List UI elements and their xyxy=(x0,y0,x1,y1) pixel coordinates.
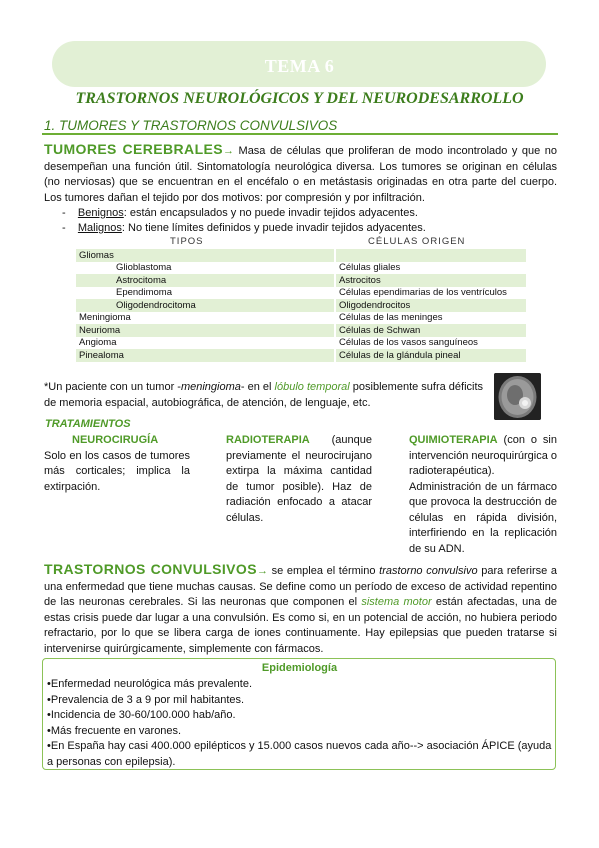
malignos-label: Malignos xyxy=(77,222,122,234)
neurocirugia-column xyxy=(44,433,190,495)
section-title: 1. TUMORES Y TRASTORNOS CONVULSIVOS xyxy=(44,118,338,133)
epidemiologia-title: Epidemiología xyxy=(261,662,338,674)
table-header-celulas: CÉLULAS ORIGEN xyxy=(368,236,466,247)
table-cell-celula: Células de las meninges xyxy=(339,312,443,324)
tratamientos-title: TRATAMIENTOS xyxy=(45,418,131,430)
bullet-icon: • xyxy=(47,693,51,706)
table-cell-celula: Oligodendrocitos xyxy=(335,299,526,312)
table-cell-tipo: Meningioma xyxy=(76,312,335,325)
table-cell-celula: Células de Schwan xyxy=(335,324,526,337)
paciente-note xyxy=(44,380,484,411)
neurocirugia-heading: NEUROCIRUGÍA xyxy=(72,434,159,446)
convulsivos-term: trastorno convulsivo xyxy=(379,565,478,577)
table-row xyxy=(76,299,526,312)
list-item-text: Enfermedad neurológica más prevalente. xyxy=(50,678,253,690)
list-item-text: Prevalencia de 3 a 9 por mil habitantes. xyxy=(50,693,245,706)
quimioterapia-text-2: Administración de un fármaco que provoca la destrucción de células en rápida división, interfiriendo en la replicación de su ADN. xyxy=(409,480,557,555)
bullet-icon: • xyxy=(47,740,51,752)
neurocirugia-text: Solo en los casos de tumores más corticales; implica la extirpación. xyxy=(44,449,190,493)
table-row xyxy=(76,349,526,362)
convulsivos-paragraph xyxy=(44,562,557,657)
table-cell-tipo: Neurioma xyxy=(76,324,335,337)
bullet-icon: • xyxy=(47,724,51,737)
benignos-label: Benignos xyxy=(77,207,124,219)
table-row xyxy=(76,274,526,287)
convulsivos-sistema-motor: sistema motor xyxy=(361,596,432,608)
table-cell-tipo: Astrocitoma xyxy=(76,274,335,287)
tumores-heading: TUMORES CEREBRALES xyxy=(44,141,224,157)
list-item-text: Incidencia de 30-60/100.000 hab/año. xyxy=(50,709,236,721)
table-row xyxy=(76,287,526,300)
table-cell-celula: Células gliales xyxy=(339,262,401,274)
arrow-right-icon: → xyxy=(256,565,268,577)
table-row xyxy=(76,262,526,275)
list-item xyxy=(47,724,552,740)
table-cell-tipo: Ependimoma xyxy=(76,287,335,300)
table-row xyxy=(76,324,526,337)
quimioterapia-text-1: (con o sin intervención neuroquirúrgica o radioterapéutica). xyxy=(409,434,557,477)
arrow-right-icon: → xyxy=(223,145,235,157)
brain-scan-image xyxy=(494,373,541,420)
radioterapia-text: (aunque previamente el neurocirujano extirpa la máxima cantidad de tumor posible). Haz de radiación enfocado a atacar células. xyxy=(226,434,372,524)
tumor-types-table xyxy=(76,249,526,362)
list-item-text: En España hay casi 400.000 epilépticos y 15.000 casos nuevos cada año--> asociación ÁPICE (ayuda a personas con epilepsia). xyxy=(47,740,552,768)
bullet-dash: - xyxy=(62,222,78,234)
paciente-text-5: posiblemente sufra déficits de memoria espacial, autobiográfica, de atención, de lenguaje, etc. xyxy=(44,381,484,409)
benignos-item xyxy=(62,207,542,219)
paciente-meningioma: meningioma xyxy=(180,381,241,393)
list-item xyxy=(47,693,552,709)
paciente-text-1: *Un paciente con un tumor - xyxy=(44,381,181,393)
epidemiologia-list xyxy=(47,677,552,770)
benignos-text: : están encapsulados y no puede invadir tejidos adyacentes. xyxy=(123,207,418,219)
table-cell-celula: Células de la glándula pineal xyxy=(335,349,526,362)
radioterapia-heading: RADIOTERAPIA xyxy=(226,434,310,446)
convulsivos-heading: TRASTORNOS CONVULSIVOS xyxy=(44,561,257,577)
quimioterapia-column xyxy=(409,433,557,557)
list-item xyxy=(47,708,552,724)
malignos-item xyxy=(62,222,542,234)
table-cell-celula: Células ependimarias de los ventrículos xyxy=(339,287,507,299)
list-item xyxy=(47,739,552,770)
table-cell-celula: Astrocitos xyxy=(335,274,526,287)
tumores-paragraph xyxy=(44,142,557,206)
radioterapia-column xyxy=(226,433,372,526)
table-cell-tipo: Gliomas xyxy=(76,249,335,262)
table-cell-tipo: Angioma xyxy=(76,337,335,350)
list-item xyxy=(47,677,552,693)
convulsivos-text-5: están afectadas, una de estas crisis puede dar lugar a una convulsión. Es como si, en un potencial de acción, no hubiera periodo refractario, por lo que se libera carga de iones continuamente. Hay epilepsias que pueden tratarse si intervenirse quirúrgicamente, simplemente con fármacos. xyxy=(44,596,557,655)
table-row xyxy=(76,249,526,262)
malignos-text: : No tiene límites definidos y puede invadir tejidos adyacentes. xyxy=(121,222,426,234)
table-cell-tipo: Pinealoma xyxy=(76,349,335,362)
tumores-text: Masa de células que proliferan de modo incontrolado y que no desempeñan una función útil. Sintomatología neurológica diversa. Los tumores se originan en células (no nerviosas) que se encuentran en el encéfalo o en metástasis originadas en otra parte del cuerpo. Los tumores dañan el tejido por dos motivos: por compresión y por infiltración. xyxy=(44,145,558,204)
table-row xyxy=(76,337,526,350)
bullet-icon: • xyxy=(47,678,51,690)
table-cell-tipo: Oligodendrocitoma xyxy=(76,299,335,312)
convulsivos-text-3: para referirse a una enfermedad que tiene muchas causas. Se define como un período de exceso de actividad repentino de las neuronas cerebrales. Si las neuronas que componen el xyxy=(44,565,557,608)
bullet-dash: - xyxy=(62,207,78,219)
table-header-tipos: TIPOS xyxy=(170,236,204,247)
tema-label: TEMA 6 xyxy=(264,56,335,76)
table-row xyxy=(76,312,526,325)
table-cell-celula: Células de los vasos sanguíneos xyxy=(339,337,478,349)
page-title: TRASTORNOS NEUROLÓGICOS Y DEL NEURODESARROLLO xyxy=(75,90,524,107)
quimioterapia-heading: QUIMIOTERAPIA xyxy=(409,434,498,446)
paciente-text-3: - en el xyxy=(240,381,275,393)
paciente-lobulo: lóbulo temporal xyxy=(274,381,350,393)
bullet-icon: • xyxy=(47,709,51,721)
table-cell-tipo: Glioblastoma xyxy=(76,262,335,275)
convulsivos-text-1: se emplea el término xyxy=(267,565,380,577)
section-divider xyxy=(42,133,558,135)
list-item-text: Más frecuente en varones. xyxy=(50,724,182,737)
table-cell-celula xyxy=(335,249,526,262)
